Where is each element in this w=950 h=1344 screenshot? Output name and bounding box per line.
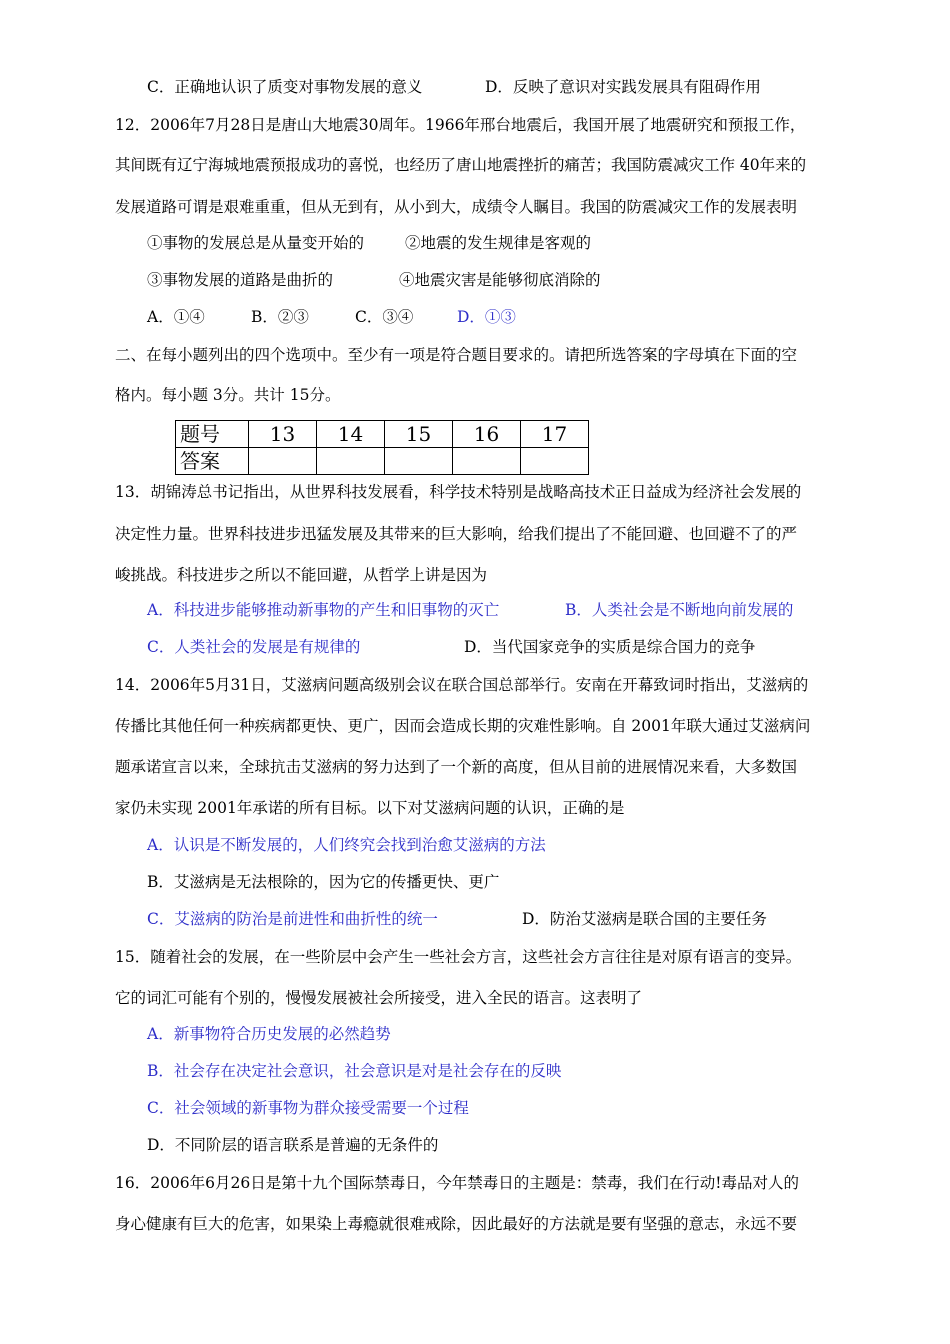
q12-statement-3: ③事物发展的道路是曲折的 bbox=[147, 271, 334, 289]
answer-cell-17[interactable] bbox=[521, 448, 589, 475]
q13-options-row-2 bbox=[147, 637, 756, 657]
section2-line-2: 格内。每小题 3分。共计 15分。 bbox=[115, 386, 341, 404]
q13-line-3: 峻挑战。科技进步之所以不能回避，从哲学上讲是因为 bbox=[115, 566, 488, 584]
answer-table-number-13: 13 bbox=[249, 421, 317, 448]
answer-cell-15[interactable] bbox=[385, 448, 453, 475]
q13-line-2: 决定性力量。世界科技进步迅猛发展及其带来的巨大影响，给我们提出了不能回避、也回避不了的严 bbox=[115, 525, 798, 543]
q13-line-1: 13．胡锦涛总书记指出，从世界科技发展看，科学技术特别是战略高技术正日益成为经济社会发展的 bbox=[115, 483, 802, 501]
q12-line-1: 12．2006年7月28日是唐山大地震30周年。1966年邢台地震后，我国开展了地震研究和预报工作， bbox=[115, 116, 806, 134]
answer-table-number-17: 17 bbox=[521, 421, 589, 448]
section2-line-1: 二、在每小题列出的四个选项中。至少有一项是符合题目要求的。请把所选答案的字母填在下面的空 bbox=[115, 346, 798, 364]
q13-options-row-1 bbox=[147, 600, 794, 620]
q14-line-4: 家仍未实现 2001年承诺的所有目标。以下对艾滋病问题的认识，正确的是 bbox=[115, 799, 625, 817]
q12-options-row bbox=[147, 307, 516, 327]
q12-option-a: A．①④ bbox=[147, 308, 205, 326]
q13-option-d: D．当代国家竞争的实质是综合国力的竞争 bbox=[464, 638, 756, 656]
q12-option-c: C．③④ bbox=[355, 308, 414, 326]
q15-line-1: 15．随着社会的发展，在一些阶层中会产生一些社会方言，这些社会方言往往是对原有语言的变异。 bbox=[115, 948, 802, 966]
q11-options-row bbox=[147, 77, 761, 97]
answer-table-header-row bbox=[176, 421, 589, 448]
q15-option-a: A．新事物符合历史发展的必然趋势 bbox=[147, 1025, 391, 1043]
q12-option-d: D．①③ bbox=[457, 308, 516, 326]
answer-cell-13[interactable] bbox=[249, 448, 317, 475]
answer-table-answer-row bbox=[176, 448, 589, 475]
q15-option-d: D．不同阶层的语言联系是普遍的无条件的 bbox=[147, 1136, 439, 1154]
q15-option-c: C．社会领域的新事物为群众接受需要一个过程 bbox=[147, 1099, 469, 1117]
q15-option-b: B．社会存在决定社会意识，社会意识是对是社会存在的反映 bbox=[147, 1062, 562, 1080]
answer-table-answer-label: 答案 bbox=[176, 448, 249, 475]
q11-option-c: C．正确地认识了质变对事物发展的意义 bbox=[147, 78, 423, 96]
q14-option-a: A．认识是不断发展的，人们终究会找到治愈艾滋病的方法 bbox=[147, 836, 546, 854]
q12-line-3: 发展道路可谓是艰难重重，但从无到有，从小到大，成绩令人瞩目。我国的防震减灾工作的发展表明 bbox=[115, 198, 798, 216]
q12-statement-1: ①事物的发展总是从量变开始的 bbox=[147, 234, 365, 252]
answer-cell-14[interactable] bbox=[317, 448, 385, 475]
q14-option-b: B．艾滋病是无法根除的，因为它的传播更快、更广 bbox=[147, 873, 500, 891]
q15-line-2: 它的词汇可能有个别的，慢慢发展被社会所接受，进入全民的语言。这表明了 bbox=[115, 989, 643, 1007]
q14-line-3: 题承诺宣言以来，全球抗击艾滋病的努力达到了一个新的高度，但从目前的进展情况来看，大多数国 bbox=[115, 758, 798, 776]
q11-option-d: D．反映了意识对实践发展具有阻碍作用 bbox=[485, 78, 761, 96]
q12-line-2: 其间既有辽宁海城地震预报成功的喜悦，也经历了唐山地震挫折的痛苦；我国防震减灾工作 40年来的 bbox=[115, 156, 807, 174]
answer-table-number-14: 14 bbox=[317, 421, 385, 448]
q16-line-1: 16．2006年6月26日是第十九个国际禁毒日，今年禁毒日的主题是：禁毒，我们在行动!毒品对人的 bbox=[115, 1174, 799, 1192]
answer-cell-16[interactable] bbox=[453, 448, 521, 475]
q13-option-a: A．科技进步能够推动新事物的产生和旧事物的灭亡 bbox=[147, 601, 500, 619]
q14-option-d: D．防治艾滋病是联合国的主要任务 bbox=[522, 910, 767, 928]
q14-options-row-cd bbox=[147, 909, 767, 929]
answer-table-number-15: 15 bbox=[385, 421, 453, 448]
q13-option-c: C．人类社会的发展是有规律的 bbox=[147, 638, 361, 656]
answer-table-number-16: 16 bbox=[453, 421, 521, 448]
q13-option-b: B．人类社会是不断地向前发展的 bbox=[565, 601, 794, 619]
answer-table bbox=[175, 420, 589, 475]
q12-statement-4: ④地震灾害是能够彻底消除的 bbox=[399, 271, 601, 289]
q14-line-1: 14．2006年5月31日，艾滋病问题高级别会议在联合国总部举行。安南在开幕致词时指出，艾滋病的 bbox=[115, 676, 809, 694]
q12-statement-2: ②地震的发生规律是客观的 bbox=[405, 234, 592, 252]
q16-line-2: 身心健康有巨大的危害，如果染上毒瘾就很难戒除，因此最好的方法就是要有坚强的意志，永远不要 bbox=[115, 1215, 798, 1233]
q14-line-2: 传播比其他任何一种疾病都更快、更广，因而会造成长期的灾难性影响。自 2001年联大通过艾滋病问 bbox=[115, 717, 811, 735]
answer-table-number-label: 题号 bbox=[176, 421, 249, 448]
q12-statements-row-2 bbox=[147, 270, 601, 290]
q14-option-c: C．艾滋病的防治是前进性和曲折性的统一 bbox=[147, 910, 438, 928]
q12-statements-row-1 bbox=[147, 233, 592, 253]
q12-option-b: B．②③ bbox=[251, 308, 309, 326]
